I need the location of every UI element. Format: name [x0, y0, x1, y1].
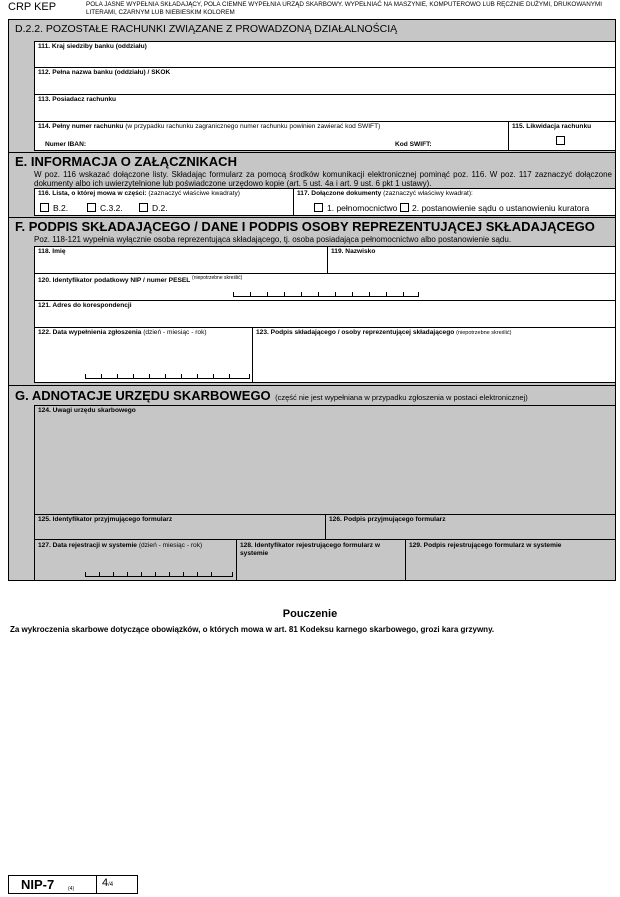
field-118-label: 118. Imię [38, 248, 66, 255]
checkbox-d2[interactable] [139, 203, 148, 212]
section-g-heading [15, 387, 528, 405]
page-number [102, 877, 113, 889]
field-120-label [38, 275, 242, 284]
option-d2-label: D.2. [152, 203, 168, 213]
field-114[interactable] [34, 121, 509, 151]
section-divider [9, 152, 615, 153]
field-117 [293, 188, 616, 216]
section-e-note: W poz. 116 wskazać dołączone listy. Składając formularz za pomocą środków komunikacji elektronicznej pominąć poz. 116. W poz. 117 zaznaczyć dołączone dokumenty albo ich uwierzytelnione lub poświadczone urzędowo kopie (art. 5 ust. 4a i art. 9 ust. 6 pkt 1 ustawy). [34, 170, 612, 188]
footer-divider [96, 875, 97, 894]
field-114-title: 114. Pełny numer rachunku [38, 123, 124, 130]
checkbox-power-of-attorney[interactable] [314, 203, 323, 212]
field-111-label: 111. Kraj siedziby banku (oddziału) [38, 43, 147, 50]
field-123-label [256, 329, 511, 336]
field-127-label [38, 542, 202, 549]
field-117-label [297, 190, 473, 197]
field-119-label: 119. Nazwisko [331, 248, 376, 255]
section-d22-title: D.2.2. POZOSTAŁE RACHUNKI ZWIĄZANE Z PROWADZONĄ DZIAŁALNOŚCIĄ [15, 23, 398, 35]
field-124-label: 124. Uwagi urzędu skarbowego [38, 407, 136, 414]
section-g-title: G. ADNOTACJE URZĘDU SKARBOWEGO [15, 388, 271, 403]
field-124 [34, 405, 616, 515]
field-116-note: (zaznaczyć właściwe kwadraty) [148, 190, 240, 197]
field-125 [34, 514, 326, 540]
field-114-label [38, 123, 380, 130]
field-111[interactable] [34, 41, 616, 68]
section-f-title: F. PODPIS SKŁADAJĄCEGO / DANE I PODPIS OSOBY REPREZENTUJĄCEJ SKŁADAJĄCEGO [15, 219, 595, 234]
field-112[interactable] [34, 67, 616, 95]
page-current: 4 [102, 877, 109, 889]
section-divider [9, 385, 615, 386]
field-127-title: 127. Data rejestracji w systemie [38, 542, 137, 549]
instruction-text: Za wykroczenia skarbowe dotyczące obowiązków, o których mowa w art. 81 Kodeksu karnego skarbowego, grozi kara grzywny. [10, 625, 495, 634]
field-113-label: 113. Posiadacz rachunku [38, 96, 117, 103]
checkbox-court-order[interactable] [400, 203, 409, 212]
field-112-label: 112. Pełna nazwa banku (oddziału) / SKOK [38, 69, 171, 76]
nip-digit-boxes [233, 293, 419, 297]
section-g-note: (część nie jest wypełniana w przypadku zgłoszenia w postaci elektronicznej) [275, 393, 528, 402]
form-page [8, 19, 616, 581]
field-123[interactable] [252, 327, 616, 383]
option-b2-label: B.2. [53, 203, 69, 213]
field-117-title: 117. Dołączone dokumenty [297, 190, 382, 197]
registration-date-boxes [85, 573, 233, 577]
option-2-label: 2. postanowienie sądu o ustanowieniu kuratora [412, 203, 590, 213]
checkbox-c32[interactable] [87, 203, 96, 212]
fill-instructions: POLA JASNE WYPEŁNIA SKŁADAJĄCY, POLA CIEMNE WYPEŁNIA URZĄD SKARBOWY. WYPEŁNIAĆ NA MASZYNIE, KOMPUTEROWO LUB RĘCZNIE DUŻYMI, DRUKOWANYMI LITERAMI, CZARNYM LUB NIEBIESKIM KOLOREM [86, 1, 602, 16]
date-boxes [85, 375, 250, 379]
swift-label: Kod SWIFT: [395, 141, 432, 148]
field-129 [405, 539, 616, 581]
field-121-label: 121. Adres do korespondencji [38, 302, 132, 309]
field-122-note: (dzień - miesiąc - rok) [143, 329, 207, 336]
field-120-note: (niepotrzebne skreślić) [192, 275, 243, 281]
field-122-title: 122. Data wypełnienia zgłoszenia [38, 329, 142, 336]
field-115-label: 115. Likwidacja rachunku [512, 123, 592, 130]
field-120-title: 120. Identyfikator podatkowy NIP / numer PESEL [38, 277, 191, 285]
section-divider [9, 217, 615, 218]
field-118[interactable] [34, 246, 328, 274]
option-1-label: 1. pełnomocnictwo [327, 203, 398, 213]
form-version: (4) [68, 886, 75, 892]
field-126 [325, 514, 616, 540]
field-116 [34, 188, 294, 216]
field-125-label: 125. Identyfikator przyjmującego formularz [38, 516, 173, 523]
field-122[interactable] [34, 327, 253, 383]
field-123-note: (niepotrzebne skreślić) [456, 330, 512, 336]
field-113[interactable] [34, 94, 616, 122]
form-type-code: CRP KEP [8, 1, 57, 13]
field-121[interactable] [34, 300, 616, 328]
field-126-label: 126. Podpis przyjmującego formularz [329, 516, 446, 523]
field-116-title: 116. Lista, o której mowa w części: [38, 190, 147, 197]
field-117-note: (zaznaczyć właściwy kwadrat): [383, 190, 473, 197]
instruction-heading: Pouczenie [282, 608, 338, 620]
field-120[interactable] [34, 273, 616, 301]
checkbox-b2[interactable] [40, 203, 49, 212]
field-122-label [38, 329, 207, 336]
field-129-label: 129. Podpis rejestrującego formularz w systemie [409, 542, 562, 549]
field-127 [34, 539, 237, 581]
field-123-title: 123. Podpis składającego / osoby reprezentującej składającego [256, 329, 455, 336]
field-128 [236, 539, 406, 581]
iban-label: Numer IBAN: [45, 141, 87, 148]
form-code: NIP-7 [21, 877, 55, 892]
section-e-title: E. INFORMACJA O ZAŁĄCZNIKACH [15, 154, 237, 169]
field-119[interactable] [327, 246, 616, 274]
field-127-note: (dzień - miesiąc - rok) [138, 542, 203, 549]
option-c32-label: C.3.2. [100, 203, 123, 213]
field-116-label [38, 190, 240, 197]
field-128-label: 128. Identyfikator rejestrującego formularz w systemie [240, 542, 380, 557]
page-total: /4 [108, 882, 114, 888]
liquidation-checkbox[interactable] [556, 136, 565, 145]
field-114-note: (w przypadku rachunku zagranicznego numer rachunku powinien zawierać kod SWIFT) [125, 123, 381, 130]
section-f-note: Poz. 118-121 wypełnia wyłącznie osoba reprezentująca składającego, tj. osoba posiadająca pełnomocnictwo albo postanowienie sądu. [34, 235, 512, 244]
field-115 [508, 121, 616, 151]
